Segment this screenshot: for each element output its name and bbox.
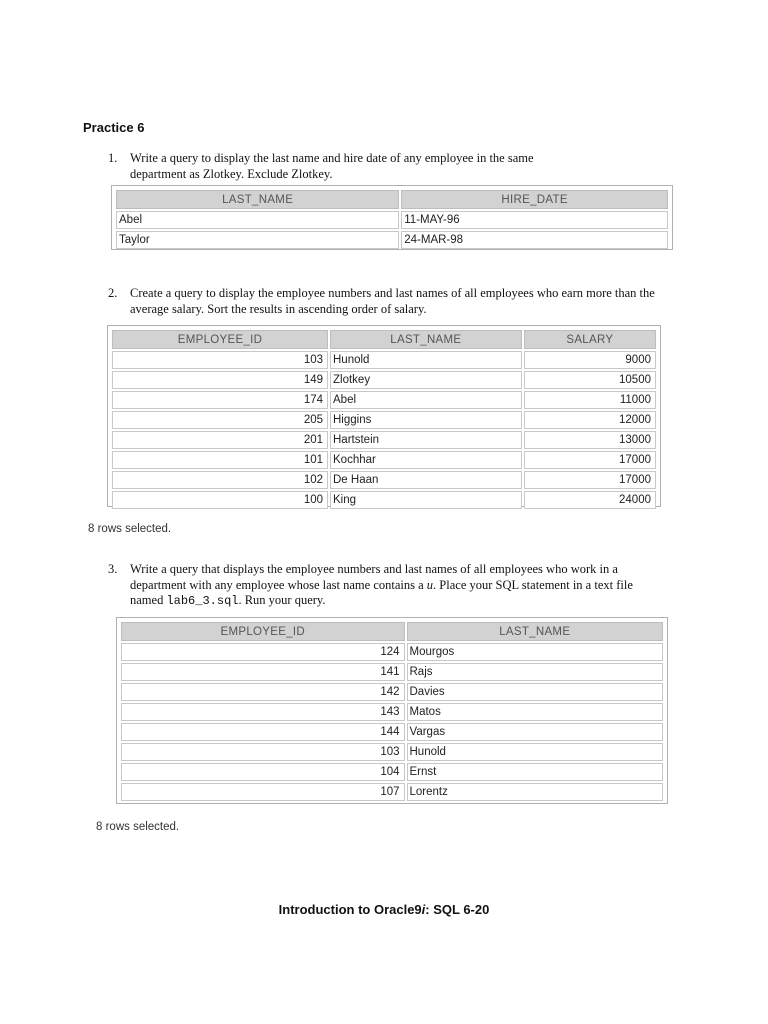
table-row (116, 211, 668, 229)
table-cell: Hunold (407, 743, 664, 761)
footer-title-italic: i (421, 902, 426, 917)
table-cell: 107 (121, 783, 405, 801)
table-cell: 9000 (524, 351, 656, 369)
table-cell: 11-MAY-96 (401, 211, 668, 229)
table-cell: 201 (112, 431, 328, 449)
question-2-line-1: Create a query to display the employee numbers and last names of all employees who earn more than the (130, 286, 655, 300)
table-row (121, 703, 663, 721)
table-cell: Vargas (407, 723, 664, 741)
table-cell: Lorentz (407, 783, 664, 801)
table-cell: Mourgos (407, 643, 664, 661)
column-header: LAST_NAME (407, 622, 664, 641)
table-row (116, 231, 668, 249)
table-cell: Higgins (330, 411, 522, 429)
question-3-line-2 (130, 578, 633, 593)
column-header: LAST_NAME (116, 190, 399, 209)
table-cell: 17000 (524, 471, 656, 489)
column-header: HIRE_DATE (401, 190, 668, 209)
table-cell: 17000 (524, 451, 656, 469)
table-cell: 149 (112, 371, 328, 389)
table-row (112, 351, 656, 369)
table-cell: Hartstein (330, 431, 522, 449)
practice-heading: Practice 6 (83, 120, 145, 135)
question-3 (108, 562, 748, 610)
table-cell: 102 (112, 471, 328, 489)
table-row (121, 723, 663, 741)
table-cell: 10500 (524, 371, 656, 389)
table-row (112, 491, 656, 509)
table-cell: 24000 (524, 491, 656, 509)
question-1-line-1: Write a query to display the last name and hire date of any employee in the same (130, 151, 534, 165)
table-cell: 174 (112, 391, 328, 409)
column-header: EMPLOYEE_ID (112, 330, 328, 349)
table-cell: 143 (121, 703, 405, 721)
table-cell: 205 (112, 411, 328, 429)
question-3-line-1: Write a query that displays the employee numbers and last names of all employees who work in a (130, 562, 618, 576)
table-cell: 104 (121, 763, 405, 781)
question-1-result-table (111, 185, 673, 250)
table-cell: 103 (121, 743, 405, 761)
footer-title: Introduction to Oracle9 (278, 902, 422, 917)
question-3-italic-u: u (426, 578, 434, 592)
table-row (121, 683, 663, 701)
footer-page-ref: : SQL 6-20 (425, 902, 490, 917)
question-3-line-3-pre: named (130, 593, 164, 607)
table-cell: 13000 (524, 431, 656, 449)
question-3-result-table (116, 617, 668, 804)
table-cell: Davies (407, 683, 664, 701)
question-2 (108, 286, 748, 318)
question-3-line-2-text: department with any employee whose last name contains a (130, 578, 424, 592)
table-cell: 11000 (524, 391, 656, 409)
question-3-line-3 (130, 593, 326, 609)
question-3-line-2-end: . Place your SQL statement in a text file (433, 578, 633, 592)
table-row (121, 763, 663, 781)
table-cell: 141 (121, 663, 405, 681)
table-cell: Ernst (407, 763, 664, 781)
table-cell: De Haan (330, 471, 522, 489)
table-row (121, 643, 663, 661)
question-3-line-3-post: . Run your query. (238, 593, 326, 607)
table-row (112, 451, 656, 469)
table-cell: 100 (112, 491, 328, 509)
table-cell: 144 (121, 723, 405, 741)
question-1-line-2: department as Zlotkey. Exclude Zlotkey. (130, 167, 333, 181)
table-row (112, 411, 656, 429)
column-header: EMPLOYEE_ID (121, 622, 405, 641)
table-cell: 103 (112, 351, 328, 369)
table-cell: Zlotkey (330, 371, 522, 389)
table-cell: 101 (112, 451, 328, 469)
table-cell: Rajs (407, 663, 664, 681)
question-3-number: 3. (108, 562, 118, 576)
page-footer (0, 902, 768, 917)
table-cell: Abel (116, 211, 399, 229)
table-cell: Matos (407, 703, 664, 721)
question-3-rows-selected: 8 rows selected. (96, 821, 180, 833)
column-header: LAST_NAME (330, 330, 522, 349)
table-row (121, 663, 663, 681)
table-row (121, 743, 663, 761)
question-2-rows-selected: 8 rows selected. (88, 523, 172, 535)
table-row (112, 391, 656, 409)
table-row (112, 371, 656, 389)
table-cell: Abel (330, 391, 522, 409)
question-1 (108, 151, 748, 183)
table-cell: Hunold (330, 351, 522, 369)
table-cell: Taylor (116, 231, 399, 249)
question-2-number: 2. (108, 286, 118, 300)
table-cell: 12000 (524, 411, 656, 429)
table-cell: King (330, 491, 522, 509)
question-1-number: 1. (108, 151, 118, 165)
question-3-sql-filename: lab6_3.sql (166, 594, 239, 608)
table-cell: Kochhar (330, 451, 522, 469)
table-cell: 142 (121, 683, 405, 701)
table-row (121, 783, 663, 801)
table-row (112, 471, 656, 489)
table-row (112, 431, 656, 449)
column-header: SALARY (524, 330, 656, 349)
table-cell: 124 (121, 643, 405, 661)
question-2-result-table (107, 325, 661, 507)
table-cell: 24-MAR-98 (401, 231, 668, 249)
question-2-line-2: average salary. Sort the results in ascending order of salary. (130, 302, 427, 316)
